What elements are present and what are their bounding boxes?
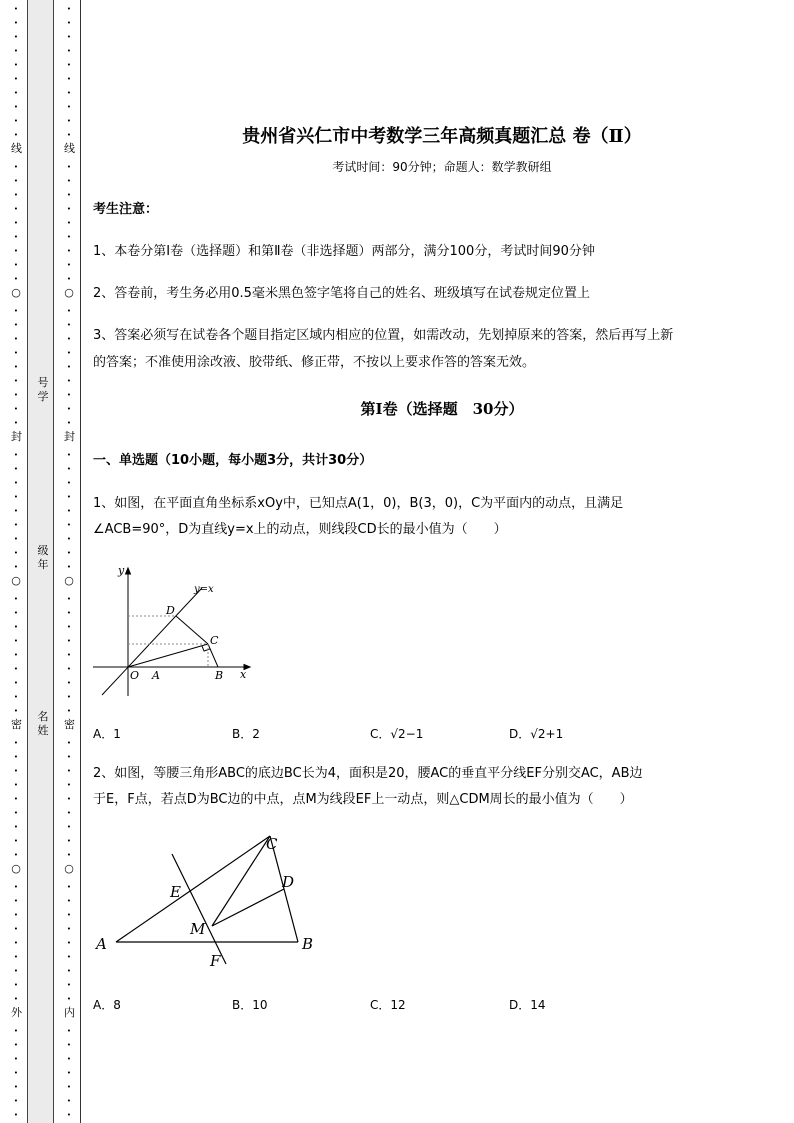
binding-dot: • [13, 767, 19, 775]
segment-CB [208, 644, 218, 667]
binding-dot: • [66, 693, 72, 701]
binding-dot: • [66, 191, 72, 199]
binding-dot: • [66, 349, 72, 357]
binding-dot: • [66, 391, 72, 399]
binding-dot: • [66, 451, 72, 459]
binding-dot: • [66, 1041, 72, 1049]
binding-dot: • [13, 995, 19, 1003]
q2-option-b: B．10 [232, 998, 268, 1012]
binding-dot: • [66, 1055, 72, 1063]
binding-dot: • [66, 809, 72, 817]
binding-dot: • [13, 177, 19, 185]
binding-dot: • [13, 191, 19, 199]
outer-label-0: 线 [11, 142, 22, 155]
binding-dot: • [66, 103, 72, 111]
binding-dot: • [66, 1083, 72, 1091]
outer-label-4: 密 [11, 718, 22, 731]
outer-label-3: ○ [11, 574, 21, 587]
binding-dot: • [66, 837, 72, 845]
binding-dot: • [13, 851, 19, 859]
binding-dot: • [66, 419, 72, 427]
label-D: D [166, 604, 175, 617]
binding-dot: • [13, 1083, 19, 1091]
binding-dot: • [13, 609, 19, 617]
binding-dot: • [13, 535, 19, 543]
label-F: F [210, 952, 221, 970]
binding-dot: • [13, 967, 19, 975]
binding-dot: • [66, 507, 72, 515]
binding-dot: • [66, 549, 72, 557]
binding-dot: • [13, 131, 19, 139]
binding-dot: • [66, 465, 72, 473]
segment-DC [176, 616, 208, 644]
binding-dot: • [13, 349, 19, 357]
inner-label-2: 封 [64, 430, 75, 443]
label-line: y=x [194, 584, 214, 595]
binding-dot: • [66, 5, 72, 13]
binding-dot: • [13, 391, 19, 399]
q1-option-a: A．1 [93, 727, 121, 741]
binding-dot: • [13, 219, 19, 227]
q1-option-c: C．√2−1 [370, 727, 424, 741]
binding-dot: • [13, 465, 19, 473]
binding-dot: • [13, 1097, 19, 1105]
field-name: 名姓 [37, 710, 49, 737]
label-O: O [130, 669, 140, 682]
binding-dot: • [13, 897, 19, 905]
binding-dot: • [66, 967, 72, 975]
binding-dot: • [66, 47, 72, 55]
binding-dot: • [13, 837, 19, 845]
binding-dot: • [66, 623, 72, 631]
y-axis-arrow [126, 568, 131, 574]
outer-label-5: ○ [11, 862, 21, 875]
binding-dot: • [13, 953, 19, 961]
binding-dot: • [66, 247, 72, 255]
binding-dot: • [66, 177, 72, 185]
binding-dot: • [13, 205, 19, 213]
notice-item-2: 2、答卷前，考生务必用0.5毫米黑色签字笔将自己的姓名、班级填写在试卷规定位置上 [93, 286, 590, 301]
binding-dot: • [13, 911, 19, 919]
q2-text-line1: 2、如图，等腰三角形ABC的底边BC长为4，面积是20，腰AC的垂直平分线EF分别交AC，AB边 [93, 766, 643, 781]
binding-dot: • [66, 131, 72, 139]
binding-dot: • [13, 163, 19, 171]
binding-dot: • [66, 795, 72, 803]
binding-dot: • [66, 233, 72, 241]
binding-dot: • [13, 595, 19, 603]
binding-dot: • [13, 925, 19, 933]
inner-dot-column [64, 0, 74, 1123]
binding-dot: • [13, 1027, 19, 1035]
binding-dot: • [66, 479, 72, 487]
binding-dot: • [66, 163, 72, 171]
binding-dot: • [66, 995, 72, 1003]
binding-dot: • [13, 665, 19, 673]
notice-item-3-cont: 的答案；不准使用涂改液、胶带纸、修正带，不按以上要求作答的答案无效。 [93, 355, 536, 370]
binding-dot: • [66, 609, 72, 617]
perpendicular-bisector-EF [172, 854, 226, 964]
binding-dot: • [66, 563, 72, 571]
binding-dot: • [66, 953, 72, 961]
binding-dot: • [66, 117, 72, 125]
binding-dot: • [66, 1069, 72, 1077]
binding-dot: • [66, 939, 72, 947]
binding-dot: • [13, 233, 19, 241]
binding-divider-line [80, 0, 81, 1123]
binding-dot: • [13, 707, 19, 715]
binding-dot: • [66, 535, 72, 543]
segment-MC [212, 836, 270, 926]
binding-dot: • [13, 1069, 19, 1077]
binding-dot: • [13, 479, 19, 487]
binding-dot: • [66, 61, 72, 69]
outer-label-1: ○ [11, 286, 21, 299]
binding-dot: • [66, 219, 72, 227]
binding-dot: • [66, 321, 72, 329]
label-C: C [266, 835, 278, 853]
binding-dot: • [66, 925, 72, 933]
label-B: B [302, 935, 314, 953]
q1-text-line1: 1、如图，在平面直角坐标系xOy中，已知点A(1，0)，B(3，0)，C为平面内的动点，且满足 [93, 496, 624, 511]
binding-dot: • [66, 897, 72, 905]
binding-dot: • [66, 261, 72, 269]
binding-dot: • [66, 1027, 72, 1035]
binding-dot: • [13, 75, 19, 83]
binding-dot: • [13, 117, 19, 125]
q1-option-b: B．2 [232, 727, 260, 741]
field-grade: 级年 [37, 544, 49, 571]
binding-dot: • [13, 61, 19, 69]
part-heading: 一、单选题（10小题，每小题3分，共计30分） [93, 453, 373, 468]
binding-dot: • [13, 939, 19, 947]
notice-item-3: 3、答案必须写在试卷各个题目指定区域内相应的位置，如需改动，先划掉原来的答案，然后再写上新 [93, 328, 674, 343]
binding-dot: • [13, 89, 19, 97]
binding-dot: • [66, 911, 72, 919]
q2-option-d: D．14 [509, 998, 546, 1012]
label-B: B [215, 669, 224, 682]
binding-dot: • [13, 19, 19, 27]
binding-dot: • [66, 781, 72, 789]
binding-dot: • [13, 405, 19, 413]
field-student-number: 号学 [37, 376, 49, 403]
notice-item-1: 1、本卷分第Ⅰ卷（选择题）和第Ⅱ卷（非选择题）两部分，满分100分，考试时间90分钟 [93, 244, 595, 259]
q1-option-d: D．√2+1 [509, 727, 564, 741]
binding-dot: • [66, 753, 72, 761]
binding-dot: • [13, 307, 19, 315]
binding-dot: • [13, 493, 19, 501]
inner-label-6: 内 [64, 1006, 75, 1019]
notice-heading: 考生注意： [93, 202, 159, 217]
binding-dot: • [13, 47, 19, 55]
binding-dot: • [66, 665, 72, 673]
binding-dot: • [66, 651, 72, 659]
binding-dot: • [13, 795, 19, 803]
binding-dot: • [13, 335, 19, 343]
binding-dot: • [13, 679, 19, 687]
binding-dot: • [13, 739, 19, 747]
binding-dot: • [66, 89, 72, 97]
binding-dot: • [13, 419, 19, 427]
binding-dot: • [66, 205, 72, 213]
binding-dot: • [13, 563, 19, 571]
binding-dot: • [66, 883, 72, 891]
binding-dot: • [13, 275, 19, 283]
label-D: D [282, 873, 295, 891]
binding-dot: • [13, 321, 19, 329]
binding-dot: • [66, 851, 72, 859]
q2-option-a: A．8 [93, 998, 121, 1012]
binding-dot: • [13, 363, 19, 371]
outer-label-6: 外 [11, 1006, 22, 1019]
label-E: E [170, 883, 181, 901]
inner-label-1: ○ [64, 286, 74, 299]
binding-dot: • [13, 637, 19, 645]
label-A: A [96, 935, 107, 953]
binding-dot: • [66, 767, 72, 775]
q2-triangle-figure [90, 826, 330, 976]
binding-dot: • [13, 823, 19, 831]
label-y: y [118, 564, 125, 577]
binding-dot: • [66, 1111, 72, 1119]
q2-text-line2: 于E，F点，若点D为BC边的中点，点M为线段EF上一动点，则△CDM周长的最小值为（ ） [93, 792, 633, 807]
binding-dot: • [66, 377, 72, 385]
binding-dot: • [66, 493, 72, 501]
binding-dot: • [13, 883, 19, 891]
segment-MD [212, 889, 284, 926]
binding-dot: • [13, 651, 19, 659]
inner-label-4: 密 [64, 718, 75, 731]
label-M: M [190, 920, 206, 938]
outer-label-2: 封 [11, 430, 22, 443]
inner-label-3: ○ [64, 574, 74, 587]
label-x: x [240, 668, 247, 681]
binding-dot: • [13, 247, 19, 255]
binding-dot: • [66, 275, 72, 283]
binding-dot: • [66, 595, 72, 603]
binding-dot: • [13, 1041, 19, 1049]
outer-dot-column [11, 0, 21, 1123]
binding-dot: • [13, 1111, 19, 1119]
label-A: A [152, 669, 160, 682]
segment-AC [128, 644, 208, 667]
binding-dot: • [13, 103, 19, 111]
label-C: C [210, 634, 219, 647]
binding-dot: • [66, 707, 72, 715]
inner-label-5: ○ [64, 862, 74, 875]
binding-dot: • [66, 521, 72, 529]
binding-dot: • [13, 1055, 19, 1063]
binding-dot: • [66, 19, 72, 27]
binding-dot: • [13, 451, 19, 459]
exam-subtitle: 考试时间：90分钟；命题人：数学教研组 [332, 160, 552, 174]
section-title: 第Ⅰ卷（选择题 30分） [360, 400, 524, 418]
binding-dot: • [66, 33, 72, 41]
binding-dot: • [66, 307, 72, 315]
binding-dot: • [66, 75, 72, 83]
binding-dot: • [13, 693, 19, 701]
binding-dot: • [13, 981, 19, 989]
binding-dot: • [13, 809, 19, 817]
q1-text-line2: ∠ACB=90°，D为直线y=x上的动点，则线段CD长的最小值为（ ） [93, 522, 507, 537]
binding-dot: • [13, 781, 19, 789]
binding-dot: • [13, 623, 19, 631]
q2-option-c: C．12 [370, 998, 406, 1012]
inner-label-0: 线 [64, 142, 75, 155]
binding-dot: • [66, 405, 72, 413]
binding-dot: • [13, 33, 19, 41]
binding-dot: • [66, 981, 72, 989]
binding-dot: • [13, 5, 19, 13]
binding-dot: • [66, 679, 72, 687]
binding-dot: • [13, 521, 19, 529]
binding-dot: • [66, 637, 72, 645]
q1-coordinate-figure [90, 560, 260, 700]
page-title: 贵州省兴仁市中考数学三年高频真题汇总 卷（Ⅱ） [242, 126, 642, 147]
binding-dot: • [13, 377, 19, 385]
binding-dot: • [66, 739, 72, 747]
binding-dot: • [13, 507, 19, 515]
binding-dot: • [66, 363, 72, 371]
binding-dot: • [13, 549, 19, 557]
binding-dot: • [66, 335, 72, 343]
binding-dot: • [66, 823, 72, 831]
binding-dot: • [13, 753, 19, 761]
binding-gutter [0, 0, 90, 1123]
binding-dot: • [66, 1097, 72, 1105]
binding-dot: • [13, 261, 19, 269]
